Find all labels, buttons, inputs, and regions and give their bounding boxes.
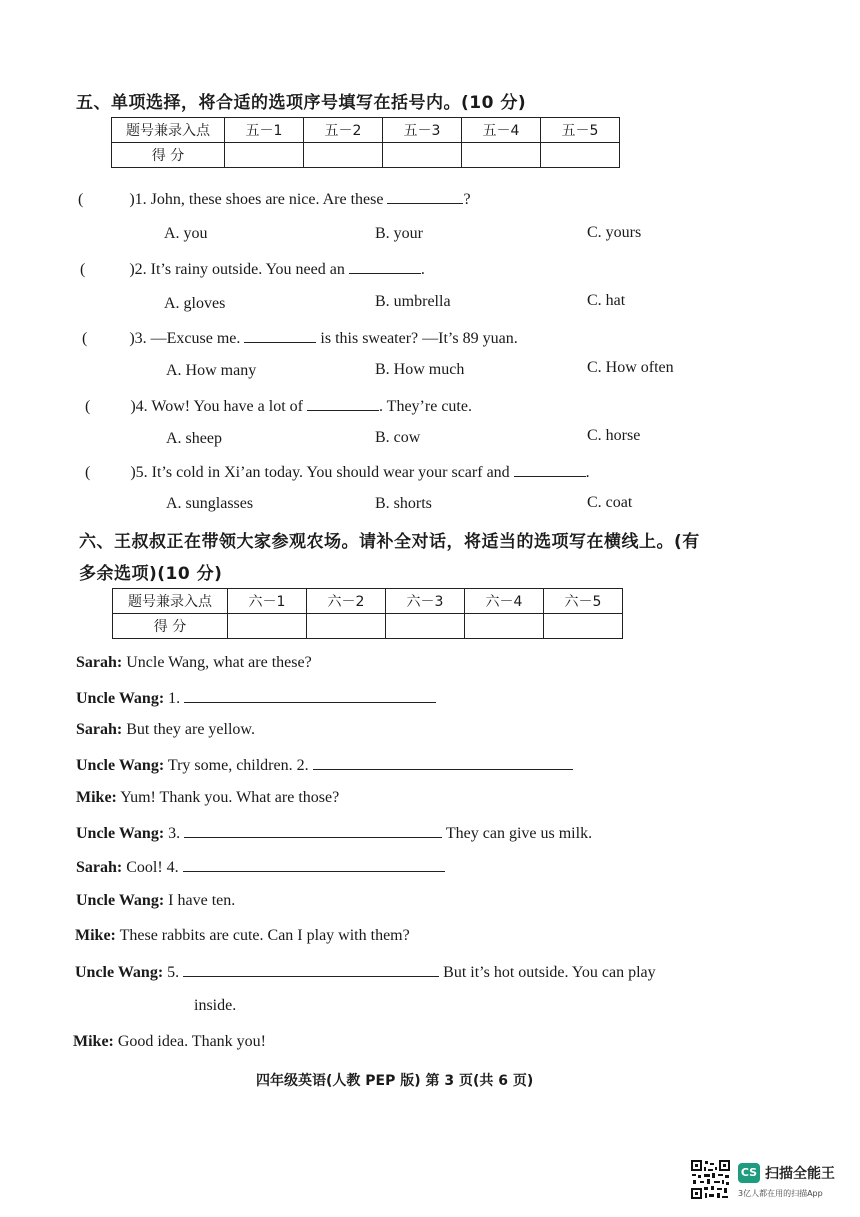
answer-blank[interactable] [184,688,436,703]
dialogue-text: They can give us milk. [445,825,593,842]
camscanner-tagline: 3亿人都在用的扫描App [738,1189,823,1198]
score-cell[interactable] [544,614,623,639]
answer-blank[interactable] [183,962,439,977]
section6-heading-line2: 多余选项)(10 分) [79,564,223,584]
option-c: C. yours [587,224,642,241]
score-cell[interactable] [307,614,386,639]
answer-paren-open[interactable]: ( [82,330,88,347]
option-c: C. hat [587,292,626,309]
dialogue-line [73,1033,266,1051]
dialogue-text: Yum! Thank you. What are those? [120,789,340,806]
option-c: C. horse [587,427,641,444]
score-cell[interactable] [304,143,383,168]
option-a: A. you [164,225,208,242]
option-c: C. How often [587,359,674,376]
question-1 [78,189,471,209]
dialogue-line [76,721,255,739]
speaker-name: Sarah: [76,654,123,671]
score-cell[interactable] [462,143,541,168]
table-col-header: 五－4 [462,118,541,143]
question-5 [85,462,590,482]
page-footer: 四年级英语(人教 PEP 版) 第 3 页(共 6 页) [256,1073,534,1089]
dialogue-line [76,789,339,807]
dialogue-line [75,927,410,945]
table-col-header: 六－5 [544,589,623,614]
question-stem-end: . [420,261,425,278]
question-stem-end: . They’re cute. [378,398,472,415]
answer-blank[interactable] [244,328,316,343]
dialogue-line [76,654,312,672]
question-3 [82,328,518,348]
table-col-header: 六－3 [386,589,465,614]
table-col-header: 六－1 [228,589,307,614]
dialogue-line [76,857,445,877]
question-stem-end: . [585,464,590,481]
section6-score-table [112,588,623,639]
score-cell[interactable] [225,143,304,168]
score-cell[interactable] [541,143,620,168]
dialogue-text: I have ten. [168,892,236,909]
answer-paren-open[interactable]: ( [78,191,84,208]
speaker-name: Uncle Wang: [76,757,165,774]
answer-paren-open[interactable]: ( [85,464,91,481]
speaker-name: Uncle Wang: [76,825,165,842]
option-b: B. cow [375,429,421,446]
table-header-label: 题号兼录入点 [112,118,225,143]
speaker-name: Uncle Wang: [75,964,164,981]
dialogue-text: But they are yellow. [126,721,255,738]
dialogue-text: 1. [168,690,181,707]
option-b: B. your [375,225,423,242]
question-2 [80,259,425,279]
option-b: B. umbrella [375,293,451,310]
table-header-label: 题号兼录入点 [113,589,228,614]
dialogue-text: But it’s hot outside. You can play [443,964,656,981]
dialogue-text: 5. [167,964,180,981]
answer-paren-open[interactable]: ( [85,398,91,415]
dialogue-line [76,823,592,843]
option-b: B. How much [375,361,465,378]
dialogue-line [76,755,573,775]
speaker-name: Uncle Wang: [76,892,165,909]
speaker-name: Uncle Wang: [76,690,165,707]
dialogue-text: Good idea. Thank you! [117,1033,266,1050]
option-b: B. shorts [375,495,432,512]
question-stem: John, these shoes are nice. Are these [150,191,384,208]
question-number: )2. [129,261,147,278]
question-stem: Wow! You have a lot of [151,398,303,415]
section6-heading-line1: 六、王叔叔正在带领大家参观农场。请补全对话，将适当的选项写在横线上。(有 [79,532,700,552]
option-a: A. sunglasses [166,495,254,512]
dialogue-line [76,688,436,708]
question-stem-end: is this sweater? —It’s 89 yuan. [320,330,518,347]
dialogue-line [75,962,656,982]
dialogue-line [76,892,235,910]
table-col-header: 五－5 [541,118,620,143]
question-number: )4. [130,398,148,415]
question-stem: It’s cold in Xi’an today. You should wear your scarf and [151,464,510,481]
dialogue-text: Uncle Wang, what are these? [126,654,312,671]
qr-code-icon [690,1159,731,1200]
table-score-label: 得 分 [112,143,225,168]
score-cell[interactable] [465,614,544,639]
answer-blank[interactable] [514,462,586,477]
answer-blank[interactable] [349,259,421,274]
score-cell[interactable] [386,614,465,639]
score-cell[interactable] [228,614,307,639]
answer-blank[interactable] [307,396,379,411]
question-4 [85,396,472,416]
speaker-name: Mike: [76,789,117,806]
answer-blank[interactable] [313,755,573,770]
table-score-label: 得 分 [113,614,228,639]
table-col-header: 五－2 [304,118,383,143]
question-stem: —Excuse me. [150,330,241,347]
answer-paren-open[interactable]: ( [80,261,86,278]
table-col-header: 六－4 [465,589,544,614]
table-col-header: 六－2 [307,589,386,614]
answer-blank[interactable] [387,189,463,204]
question-stem: It’s rainy outside. You need an [150,261,345,278]
option-a: A. sheep [166,430,222,447]
option-c: C. coat [587,494,633,511]
question-number: )3. [129,330,147,347]
speaker-name: Sarah: [76,859,123,876]
answer-blank[interactable] [183,857,445,872]
option-a: A. How many [166,362,257,379]
speaker-name: Mike: [75,927,116,944]
question-number: )5. [130,464,148,481]
table-col-header: 五－3 [383,118,462,143]
answer-blank[interactable] [184,823,442,838]
table-col-header: 五－1 [225,118,304,143]
score-cell[interactable] [383,143,462,168]
section5-score-table [111,117,620,168]
camscanner-name: 扫描全能王 [765,1166,835,1182]
dialogue-text: 3. [168,825,181,842]
dialogue-text: These rabbits are cute. Can I play with them? [119,927,410,944]
question-number: )1. [129,191,147,208]
camscanner-logo-icon: CS [738,1163,760,1183]
dialogue-text: Try some, children. 2. [167,757,309,774]
option-a: A. gloves [164,295,226,312]
dialogue-text: Cool! 4. [126,859,179,876]
question-stem-end: ? [463,191,471,208]
speaker-name: Mike: [73,1033,114,1050]
speaker-name: Sarah: [76,721,123,738]
dialogue-continuation: inside. [194,997,237,1014]
section5-heading: 五、单项选择，将合适的选项序号填写在括号内。(10 分) [76,93,527,113]
